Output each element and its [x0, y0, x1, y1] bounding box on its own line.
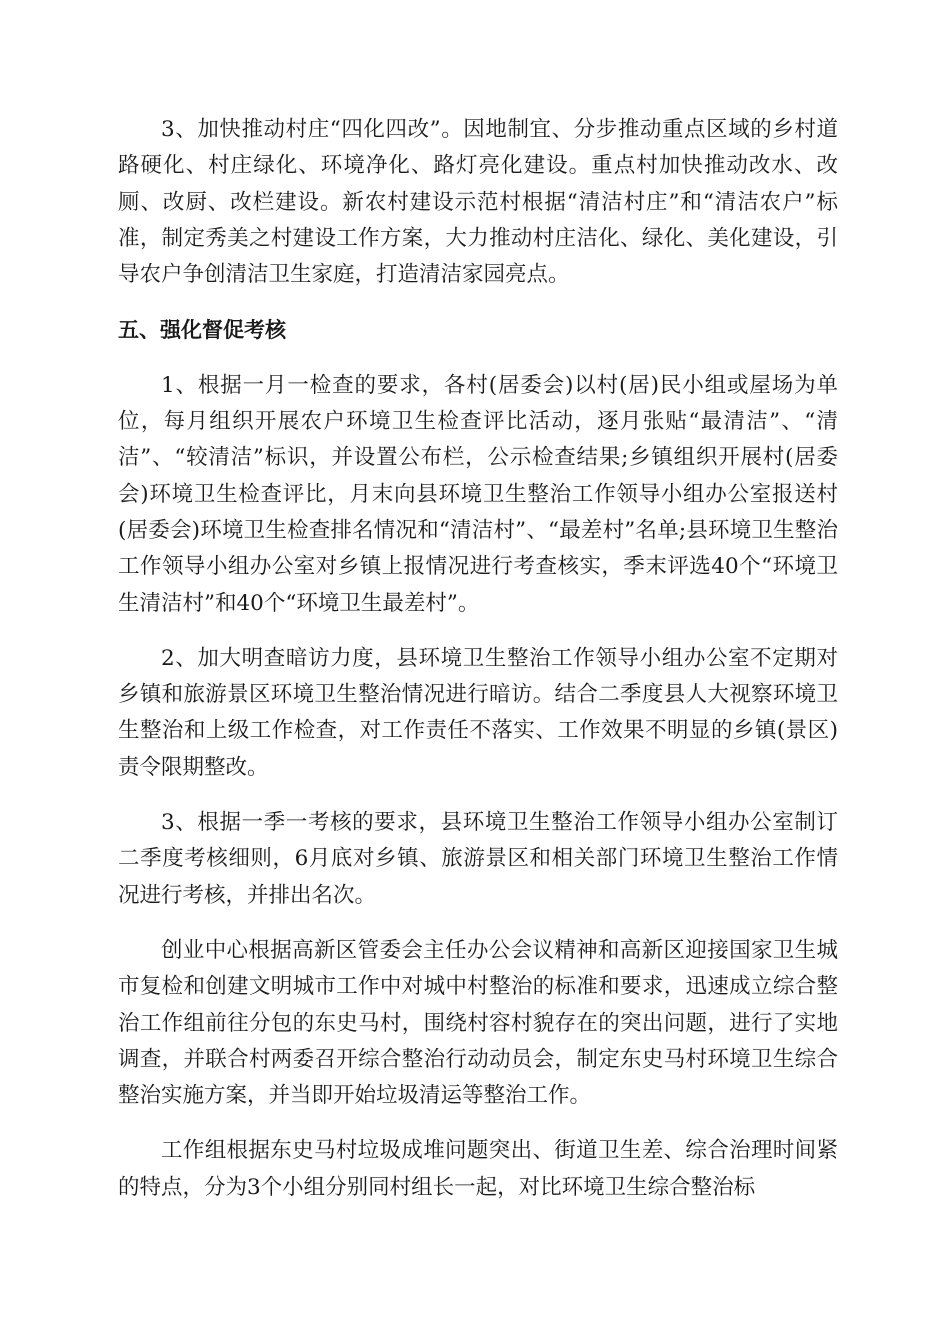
paragraph-entrepreneurship-center: 创业中心根据高新区管委会主任办公会议精神和高新区迎接国家卫生城市复检和创建文明城市工作中对城中村整治的标准和要求，迅速成立综合整治工作组前往分包的东史马村，围绕村容村貌存在的突出问题，进行了实地调查，并联合村两委召开综合整治行动动员会，制定东史马村环境卫生综合整治实施方案，并当即开始垃圾清运等整治工作。 [118, 937, 838, 1109]
section-heading-supervision: 五、强化督促考核 [118, 318, 286, 343]
paragraph-unannounced-visits: 2、加大明查暗访力度，县环境卫生整治工作领导小组办公室不定期对乡镇和旅游景区环境卫生整治情况进行暗访。结合二季度县人大视察环境卫生整治和上级工作检查，对工作责任不落实、工作效果不明显的乡镇(景区)责令限期整改。 [118, 645, 838, 780]
paragraph-village-four-reforms: 3、加快推动村庄“四化四改”。因地制宜、分步推动重点区域的乡村道路硬化、村庄绿化、环境净化、路灯亮化建设。重点村加快推动改水、改厕、改厨、改栏建设。新农村建设示范村根据“清洁村庄”和“清洁农户”标准，制定秀美之村建设工作方案，大力推动村庄洁化、绿化、美化建设，引导农户争创清洁卫生家庭，打造清洁家园亮点。 [118, 117, 838, 288]
paragraph-monthly-inspection: 1、根据一月一检查的要求，各村(居委会)以村(居)民小组或屋场为单位，每月组织开展农户环境卫生检查评比活动，逐月张贴“最清洁”、“清洁”、“较清洁”标识，并设置公布栏，公示检查结果;乡镇组织开展村(居委会)环境卫生检查评比，月末向县环境卫生整治工作领导小组办公室报送村(居委会)环境卫生检查排名情况和“清洁村”、“最差村”名单;县环境卫生整治工作领导小组办公室对乡镇上报情况进行考查核实，季末评选40个“环境卫生清洁村”和40个“环境卫生最差村”。 [118, 372, 838, 616]
paragraph-work-group: 工作组根据东史马村垃圾成堆问题突出、街道卫生差、综合治理时间紧的特点，分为3个小组分别同村组长一起，对比环境卫生综合整治标 [118, 1138, 838, 1200]
document-page [118, 112, 838, 1224]
paragraph-quarterly-assessment: 3、根据一季一考核的要求，县环境卫生整治工作领导小组办公室制订二季度考核细则，6月底对乡镇、旅游景区和相关部门环境卫生整治工作情况进行考核，并排出名次。 [118, 810, 838, 908]
